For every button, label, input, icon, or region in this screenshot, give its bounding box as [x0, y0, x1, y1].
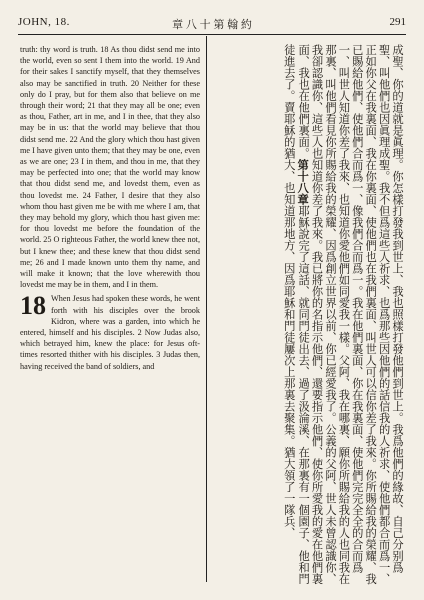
chapter-number: 18 [20, 291, 46, 321]
column-divider [206, 36, 207, 582]
header-rule [18, 34, 406, 35]
english-paragraph-1: truth: thy word is truth. 18 As thou didst send me into the world, even so sent I them into the world. 19 And for their sakes I sanctify myself, that they themselves also may be sanctified in truth. 20 Neither for these only do I pray, but for them also that believe on me through their word; 21 that they may all be one; even as thou, Father, art in me, and I in thee, that they also may be in us: that the world may believe that thou didst send me. 22 And the glory which thou hast given me I have given unto them; that they may be one, even as we are one; 23 I in them, and thou in me, that they may be perfected into one; that the world may know that thou didst send me, and lovedst them, even as thou lovedst me. 24 Father, I desire that they also whom thou hast given me be with me where I am, that they may behold my glory, which thou hast given me: for thou lovedst me before the foundation of the world. 25 O righteous Father, the world knew thee not, but I knew thee; and these knew that thou didst send me; 26 and I made known unto them thy name, and will make it known; that the love wherewith thou lovedst me may be in them, and I in them. [20, 45, 200, 290]
page-number: 291 [389, 16, 406, 28]
chinese-text-1: 成聖、你的道就是眞理。你怎樣打發我到世上、我也照樣打發他們到世上。我爲他們的緣故、自己分别爲聖、叫他們也因眞理成聖。我不但爲這些人祈求、也爲那些因他們的話信我的人祈求、使他們都合而爲一、正如你父在我裏面、我在你裏面、使他們也在我們裏面、叫世人可以信你差了我來。你所賜給我的榮耀、我已賜給他們、使他們合而爲一、像我們合而爲一。我在他們裏面、你在我裏面、使他們完完全全的合而爲一、叫世人知道你差了我來、也知道你愛他們如同愛我一樣。父阿、我在哪裏、願你所賜給我的人也同我在那裏、叫他們看見你所賜給我的榮耀、因爲創立世界以前、你已經愛我了。公義的父阿、世人未曾認識你、我卻認識你、這些人也知道你差了我來。我已將你的名指示他們、還要指示他們、使你所愛我的愛在他們裏面、我也在他們裏面。 [297, 44, 404, 585]
chinese-text-2: 耶穌說完了這話、就同門徒出去、過了汲淪溪、在那裏有一個園子、他和門徒進去了。賣耶穌的猶大、也知道那地方、因爲耶穌和門徒屢次上那裏去聚集。猶大領了一隊兵、 [282, 44, 311, 585]
chinese-chapter-title: 第十八章 [296, 159, 311, 205]
running-head-english: JOHN, 18. [18, 16, 70, 28]
english-paragraph-2: When Jesus had spoken these words, he went forth with his disciples over the brook Kidron, where was a garden, into which he entered, himself and his disciples. 2 Now Judas also, which betrayed him, knew the place: for Jesus oft-times resorted thither with his disciples. 3 Judas then, having received the band of soldiers, and [20, 294, 200, 371]
page-header [18, 4, 406, 36]
english-column [20, 44, 200, 592]
english-chapter-18 [20, 293, 200, 371]
running-head-chinese: 章 八 十 第 翰 約 [172, 19, 252, 31]
chinese-column [212, 44, 404, 592]
